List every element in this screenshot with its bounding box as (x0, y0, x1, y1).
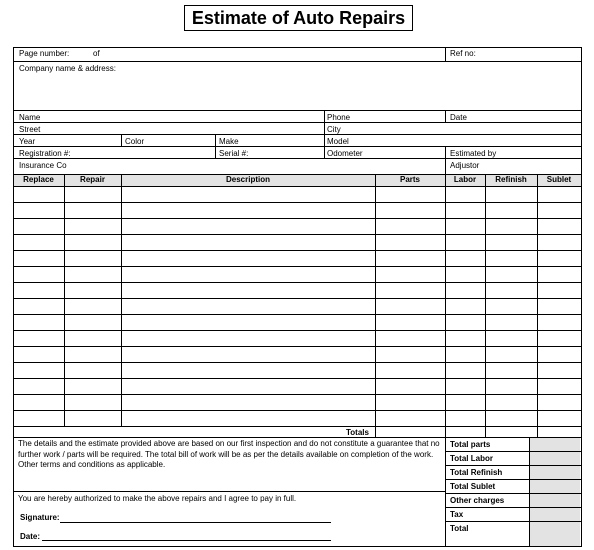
table-row-line (13, 266, 581, 267)
name-label: Name (19, 113, 41, 122)
grid-line (13, 186, 581, 187)
estimate-form (13, 47, 581, 547)
form-border-right (581, 47, 582, 546)
signature-line[interactable] (60, 522, 331, 523)
grid-line (537, 426, 538, 437)
grid-line (13, 122, 581, 123)
grid-line (445, 110, 446, 122)
authorization-text: You are hereby authorized to make the above repairs and I agree to pay in full. (18, 494, 297, 503)
estimated-by-label: Estimated by (450, 149, 497, 158)
date-label: Date (450, 113, 467, 122)
grid-line (324, 134, 325, 158)
summary-label: Other charges (450, 496, 505, 505)
column-header-repair: Repair (80, 175, 105, 184)
grid-line (13, 437, 445, 438)
summary-row-line (445, 493, 581, 494)
table-row-line (13, 298, 581, 299)
summary-label: Total Sublet (450, 482, 496, 491)
table-row-line (13, 314, 581, 315)
summary-label: Total parts (450, 440, 491, 449)
grid-line (13, 146, 581, 147)
table-row-line (13, 378, 581, 379)
table-row-line (13, 218, 581, 219)
summary-row-line (445, 479, 581, 480)
summary-row-line (445, 521, 581, 522)
summary-value-cell[interactable] (530, 452, 580, 465)
page-number-label: Page number: (19, 49, 70, 58)
summary-value-cell[interactable] (530, 466, 580, 479)
table-row-line (13, 410, 581, 411)
adjustor-label: Adjustor (450, 161, 480, 170)
grid-line (485, 426, 486, 437)
page-title: Estimate of Auto Repairs (184, 5, 413, 31)
summary-label: Total Labor (450, 454, 493, 463)
registration-label: Registration #: (19, 149, 71, 158)
table-column-line (445, 174, 446, 426)
grid-line (13, 134, 581, 135)
grid-line (445, 47, 446, 61)
grid-line (13, 158, 581, 159)
summary-label: Total (450, 524, 469, 533)
column-header-replace: Replace (23, 175, 54, 184)
summary-row-line (445, 465, 581, 466)
grid-line (13, 110, 581, 111)
table-row-line (13, 234, 581, 235)
summary-value-cell[interactable] (530, 480, 580, 493)
table-row-line (13, 426, 581, 427)
summary-label: Tax (450, 510, 464, 519)
company-address-label: Company name & address: (19, 64, 116, 73)
grid-line (529, 437, 530, 546)
estimate-disclaimer: The details and the estimate provided above are based on our first inspection and do not constitute a guarantee that no further work / parts will be required. The total bill of work will be as per the details available on completion of the work. Other terms and conditions as applicable. (18, 439, 440, 469)
summary-value-cell[interactable] (530, 508, 580, 521)
table-row-line (13, 282, 581, 283)
of-label: of (93, 49, 100, 58)
date-signature-label: Date: (20, 532, 41, 541)
column-header-labor: Labor (453, 175, 477, 184)
model-label: Model (327, 137, 349, 146)
grid-line (121, 134, 122, 146)
summary-label: Total Refinish (450, 468, 503, 477)
totals-label: Totals (346, 428, 369, 437)
phone-label: Phone (327, 113, 351, 122)
color-label: Color (125, 137, 145, 146)
street-label: Street (19, 125, 41, 134)
table-row-line (13, 202, 581, 203)
insurance-label: Insurance Co (19, 161, 67, 170)
table-row-line (13, 394, 581, 395)
city-label: City (327, 125, 341, 134)
table-column-line (537, 174, 538, 426)
grid-line (375, 426, 376, 437)
make-label: Make (219, 137, 239, 146)
year-label: Year (19, 137, 36, 146)
summary-value-cell[interactable] (530, 522, 580, 546)
table-column-line (121, 174, 122, 426)
column-header-description: Description (225, 175, 270, 184)
ref-no-label: Ref no: (450, 49, 476, 58)
table-column-line (485, 174, 486, 426)
form-border-bottom (13, 546, 582, 547)
table-row-line (13, 330, 581, 331)
column-header-refinish: Refinish (495, 175, 527, 184)
grid-line (324, 110, 325, 134)
table-column-line (64, 174, 65, 426)
summary-value-cell[interactable] (530, 438, 580, 451)
table-row-line (13, 250, 581, 251)
column-header-sublet: Sublet (546, 175, 572, 184)
summary-value-cell[interactable] (530, 494, 580, 507)
summary-row-line (445, 507, 581, 508)
date-signature-line[interactable] (42, 540, 331, 541)
column-header-parts: Parts (399, 175, 420, 184)
table-column-line (375, 174, 376, 426)
table-row-line (13, 346, 581, 347)
table-row-line (13, 362, 581, 363)
summary-row-line (445, 451, 581, 452)
grid-line (13, 491, 445, 492)
form-border-top (13, 47, 582, 48)
grid-line (13, 174, 581, 175)
serial-label: Serial #: (219, 149, 249, 158)
grid-line (445, 437, 446, 546)
signature-label: Signature: (20, 513, 60, 522)
odometer-label: Odometer (327, 149, 363, 158)
grid-line (445, 426, 446, 437)
grid-line (445, 146, 446, 174)
grid-line (215, 134, 216, 158)
grid-line (13, 61, 581, 62)
